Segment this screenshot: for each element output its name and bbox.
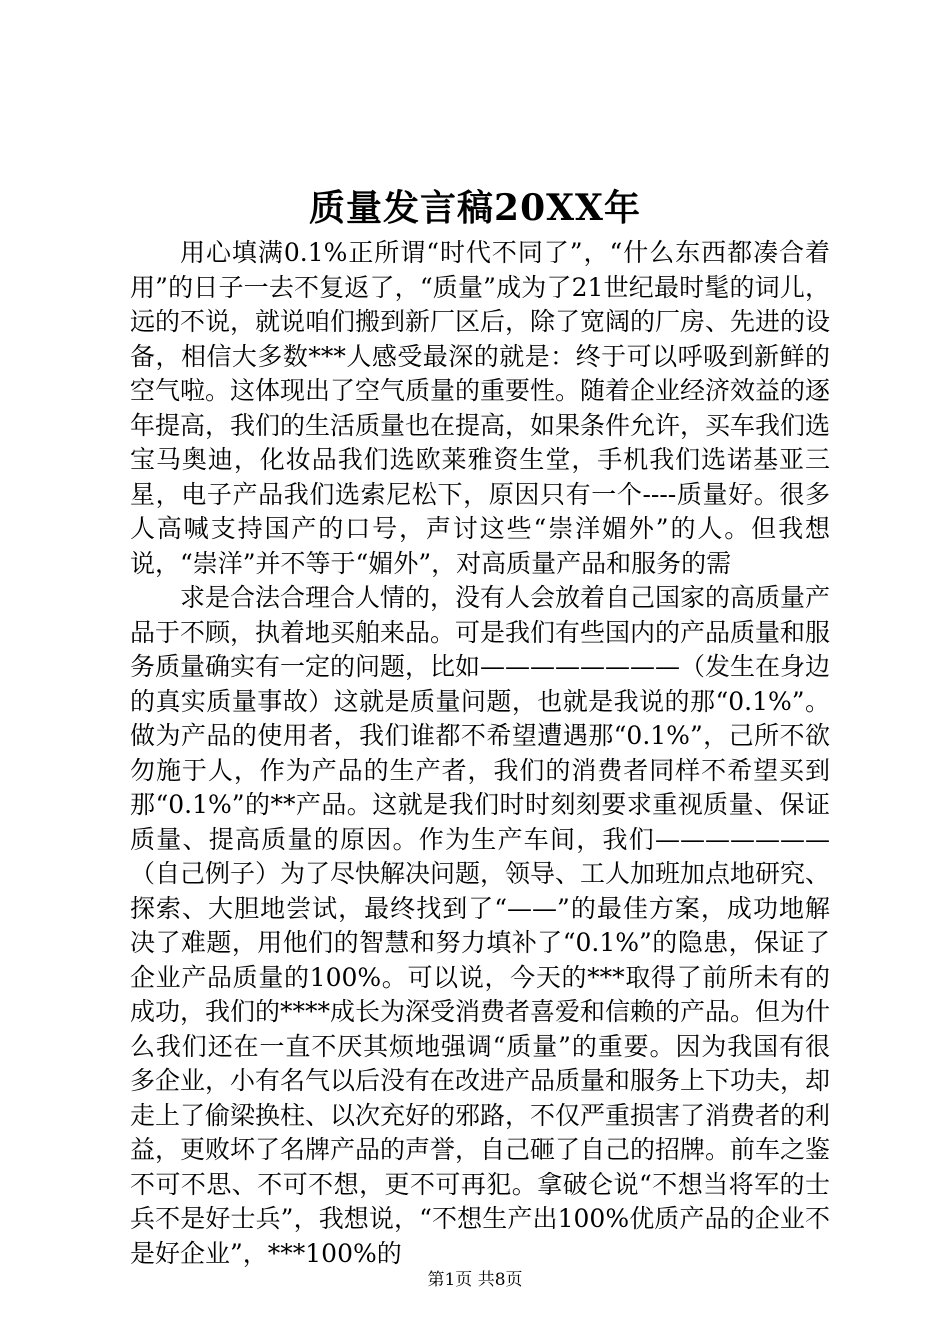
document-body (130, 236, 830, 1271)
document-title: 质量发言稿20XX年 (309, 187, 641, 229)
body-paragraph: 用心填满0.1%正所谓“时代不同了”，“什么东西都凑合着用”的日子一去不复返了，“质量”成为了21世纪最时髦的词儿，远的不说，就说咱们搬到新厂区后，除了宽阔的厂房、先进的设备，相信大多数***人感受最深的就是：终于可以呼吸到新鲜的空气啦。这体现出了空气质量的重要性。随着企业经济效益的逐年提高，我们的生活质量也在提高，如果条件允许，买车我们选宝马奥迪，化妆品我们选欧莱雅资生堂，手机我们选诺基亚三星，电子产品我们选索尼松下，原因只有一个----质量好。很多人高喊支持国产的口号，声讨这些“崇洋媚外”的人。但我想说，“崇洋”并不等于“媚外”，对高质量产品和服务的需 (130, 238, 831, 578)
page-footer: 第1页 共8页 (427, 1270, 523, 1290)
body-paragraph: 求是合法合理合人情的，没有人会放着自己国家的高质量产品于不顾，执着地买舶来品。可是我们有些国内的产品质量和服务质量确实有一定的问题，比如————————（发生在身边的真实质量事故）这就是质量问题，也就是我说的那“0.1%”。做为产品的使用者，我们谁都不希望遭遇那“0.1%”，己所不欲勿施于人，作为产品的生产者，我们的消费者同样不希望买到那“0.1%”的**产品。这就是我们时时刻刻要求重视质量、保证质量、提高质量的原因。作为生产车间，我们———————（自己例子）为了尽快解决问题，领导、工人加班加点地研究、探索、大胆地尝试，最终找到了“——”的最佳方案，成功地解决了难题，用他们的智慧和努力填补了“0.1%”的隐患，保证了企业产品质量的100%。可以说，今天的***取得了前所未有的成功，我们的****成长为深受消费者喜爱和信赖的产品。但为什么我们还在一直不厌其烦地强调“质量”的重要。因为我国有很多企业，小有名气以后没有在改进产品质量和服务上下功夫，却走上了偷梁换柱、以次充好的邪路，不仅严重损害了消费者的利益，更败坏了名牌产品的声誉，自己砸了自己的招牌。前车之鉴不可不思、不可不想，更不可再犯。拿破仑说“不想当将军的士兵不是好士兵”，我想说，“不想生产出100%优质产品的企业不是好企业”，***100%的 (130, 583, 831, 1268)
